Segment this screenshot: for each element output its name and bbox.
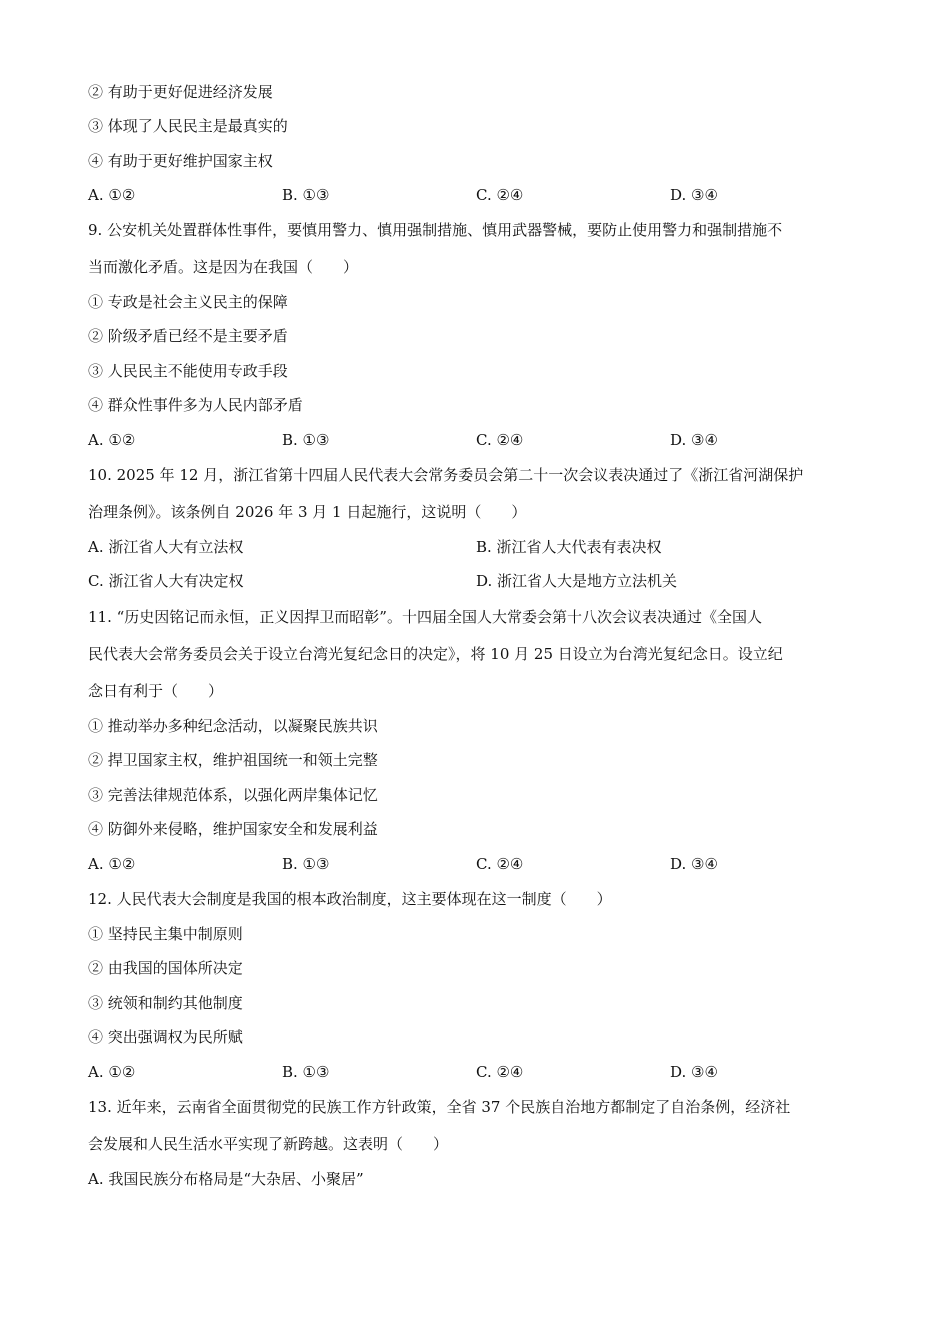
- q9-choice-c: C. ②④: [476, 431, 524, 449]
- q10-choices-row1: [88, 537, 868, 557]
- q11-option-3: ③ 完善法律规范体系，以强化两岸集体记忆: [88, 786, 378, 804]
- q9-choice-b: B. ①③: [282, 431, 330, 449]
- q13-choice-a: A. 我国民族分布格局是“大杂居、小聚居”: [88, 1170, 364, 1188]
- q11-option-1: ① 推动举办多种纪念活动，以凝聚民族共识: [88, 717, 378, 735]
- q9-choices: [88, 430, 868, 450]
- q8-choice-b: B. ①③: [282, 186, 330, 204]
- q10-choice-b: B. 浙江省人大代表有表决权: [476, 538, 662, 556]
- q9-option-4: ④ 群众性事件多为人民内部矛盾: [88, 396, 303, 414]
- q12-choice-a: A. ①②: [88, 1063, 136, 1081]
- q11-stem-line3: 念日有利于（ ）: [88, 682, 224, 700]
- q12-stem-line1: 12. 人民代表大会制度是我国的根本政治制度，这主要体现在这一制度（ ）: [88, 890, 612, 908]
- q12-option-4: ④ 突出强调权为民所赋: [88, 1028, 243, 1046]
- q8-choice-d: D. ③④: [670, 186, 718, 204]
- q8-option-3: ③ 体现了人民民主是最真实的: [88, 117, 288, 135]
- q11-stem-line1: 11. “历史因铭记而永恒，正义因捍卫而昭彰”。十四届全国人大常委会第十八次会议表决通过《全国人: [88, 608, 762, 626]
- q10-stem-line2: 治理条例》。该条例自 2026 年 3 月 1 日起施行，这说明（ ）: [88, 503, 527, 521]
- q9-option-3: ③ 人民民主不能使用专政手段: [88, 362, 288, 380]
- q11-choice-a: A. ①②: [88, 855, 136, 873]
- q9-stem-line1: 9. 公安机关处置群体性事件，要慎用警力、慎用强制措施、慎用武器警械，要防止使用警力和强制措施不: [88, 221, 783, 239]
- q10-choice-a: A. 浙江省人大有立法权: [88, 538, 244, 556]
- q10-stem-line1: 10. 2025 年 12 月，浙江省第十四届人民代表大会常务委员会第二十一次会议表决通过了《浙江省河湖保护: [88, 466, 804, 484]
- q11-choice-d: D. ③④: [670, 855, 718, 873]
- q10-choices-row2: [88, 571, 868, 591]
- q9-option-2: ② 阶级矛盾已经不是主要矛盾: [88, 327, 288, 345]
- q13-stem-line1: 13. 近年来，云南省全面贯彻党的民族工作方针政策，全省 37 个民族自治地方都制定了自治条例，经济社: [88, 1098, 791, 1116]
- q9-option-1: ① 专政是社会主义民主的保障: [88, 293, 288, 311]
- q12-choice-b: B. ①③: [282, 1063, 330, 1081]
- q12-choices: [88, 1062, 868, 1082]
- q11-choice-c: C. ②④: [476, 855, 524, 873]
- q8-option-4: ④ 有助于更好维护国家主权: [88, 152, 273, 170]
- q8-choices: [88, 185, 868, 205]
- q13-stem-line2: 会发展和人民生活水平实现了新跨越。这表明（ ）: [88, 1135, 449, 1153]
- q9-choice-a: A. ①②: [88, 431, 136, 449]
- q11-option-4: ④ 防御外来侵略，维护国家安全和发展利益: [88, 820, 378, 838]
- q11-choice-b: B. ①③: [282, 855, 330, 873]
- q12-option-3: ③ 统领和制约其他制度: [88, 994, 243, 1012]
- q10-choice-c: C. 浙江省人大有决定权: [88, 572, 244, 590]
- q9-choice-d: D. ③④: [670, 431, 718, 449]
- q10-choice-d: D. 浙江省人大是地方立法机关: [476, 572, 678, 590]
- q11-option-2: ② 捍卫国家主权，维护祖国统一和领土完整: [88, 751, 378, 769]
- q12-choice-c: C. ②④: [476, 1063, 524, 1081]
- q11-stem-line2: 民代表大会常务委员会关于设立台湾光复纪念日的决定》，将 10 月 25 日设立为台湾光复纪念日。设立纪: [88, 645, 783, 663]
- q11-choices: [88, 854, 868, 874]
- q9-stem-line2: 当而激化矛盾。这是因为在我国（ ）: [88, 258, 359, 276]
- q12-choice-d: D. ③④: [670, 1063, 718, 1081]
- q8-option-2: ② 有助于更好促进经济发展: [88, 83, 273, 101]
- q8-choice-c: C. ②④: [476, 186, 524, 204]
- q12-option-1: ① 坚持民主集中制原则: [88, 925, 243, 943]
- q8-choice-a: A. ①②: [88, 186, 136, 204]
- q12-option-2: ② 由我国的国体所决定: [88, 959, 243, 977]
